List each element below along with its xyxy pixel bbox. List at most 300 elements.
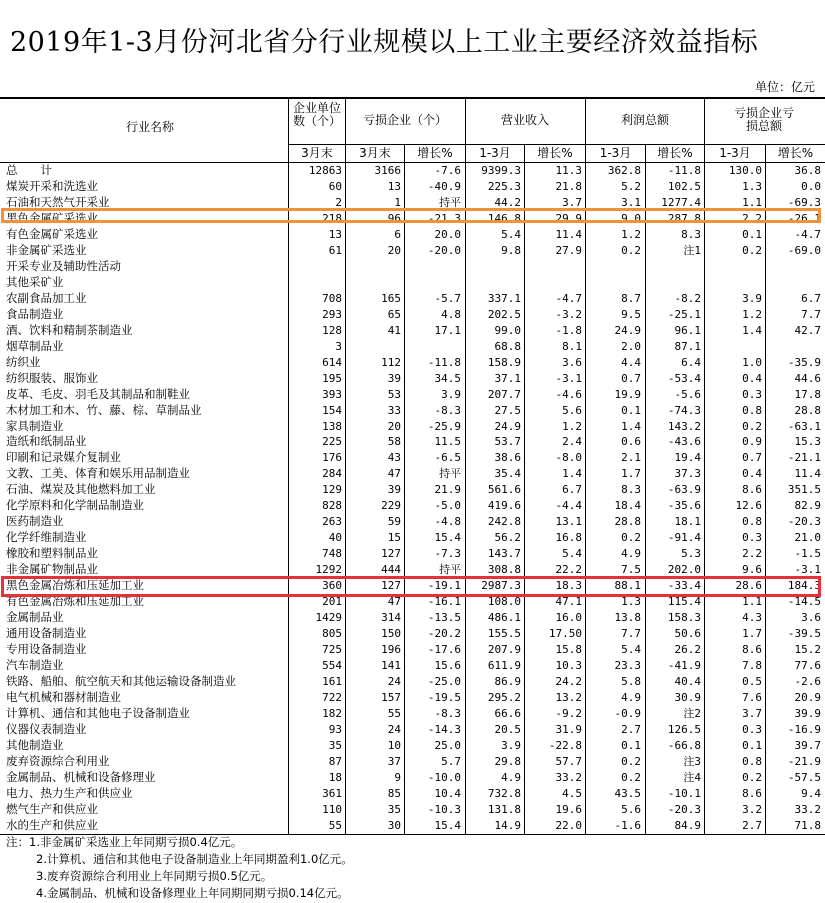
row-industry-name: 总 计 [6,163,52,177]
row-industry-name: 其他制造业 [6,737,64,752]
cell-value: 43 [387,451,401,465]
header-total-profit: 利润总额 [620,113,669,127]
cell-value: 19.4 [674,451,701,465]
cell-value: 284 [322,467,342,481]
cell-value: 35 [328,738,342,752]
cell-value: 88.1 [614,579,641,593]
cell-value [647,259,701,275]
cell-value: 18.3 [555,579,582,593]
cell-value: 6.7 [801,291,821,305]
row-industry-name: 电气机械和器材制造业 [6,689,121,704]
cell-value: 131.8 [487,802,521,816]
cell-value: 486.1 [487,611,521,625]
row-industry-name: 食品制造业 [6,306,64,321]
table-row [0,243,825,259]
cell-value: 0.2 [621,531,641,545]
cell-value: 1 [394,195,401,209]
cell-value: 1.3 [621,595,641,609]
cell-value: 0.7 [621,371,641,385]
cell-value: 66.6 [494,706,521,720]
cell-value: 141 [381,659,401,673]
cell-value: 708 [322,291,342,305]
row-industry-name: 燃气生产和供应业 [6,801,98,816]
cell-value: 84.9 [674,818,701,832]
cell-value: -14.5 [787,595,821,609]
row-industry-name: 黑色金属冶炼和压延加工业 [6,578,144,593]
cell-value: 53 [387,387,401,401]
cell-value: 130.0 [728,164,762,177]
cell-value: 154 [322,403,342,417]
cell-value: -8.0 [555,451,582,465]
cell-value: 22.0 [555,818,582,832]
table-row [0,530,825,546]
cell-value: 725 [322,643,342,657]
cell-value: 16.0 [555,611,582,625]
cell-value [347,275,401,291]
cell-value: 47 [387,595,401,609]
cell-value: 0.1 [742,738,762,752]
row-industry-name: 金属制品业 [6,610,64,625]
cell-value: 419.6 [487,499,521,513]
cell-value: 85 [387,786,401,800]
row-industry-name: 印刷和记录媒介复制业 [6,450,121,465]
cell-value: 3.9 [501,738,521,752]
cell-value: 1277.4 [661,195,701,209]
cell-value: 5.6 [621,802,641,816]
cell-value: 308.8 [487,563,521,577]
cell-value: 3.7 [562,195,582,209]
cell-value: 9.6 [742,563,762,577]
cell-value [406,259,461,275]
cell-value: 561.6 [487,483,521,497]
cell-value: 7.7 [621,627,641,641]
table-body [0,163,825,835]
cell-value: 30 [387,818,401,832]
table-row [0,802,825,818]
cell-value: 5.8 [621,675,641,688]
cell-value: -8.3 [434,403,461,417]
cell-value: 157 [381,690,401,704]
cell-value: 87.1 [674,339,701,353]
cell-value: -63.1 [787,419,821,433]
subheader: 3月末 [301,146,333,160]
cell-value: 28.8 [614,515,641,529]
cell-value: 0.2 [742,243,762,257]
cell-value: 注1 [683,243,701,257]
cell-value: 9.4 [801,786,821,800]
cell-value: 9.5 [621,307,641,321]
cell-value [767,275,821,291]
cell-value: 20 [387,419,401,433]
cell-value: 158.9 [487,355,521,369]
cell-value: 314 [381,611,401,625]
cell-value: -20.0 [427,243,461,257]
cell-value: 38.6 [494,451,521,465]
cell-value: 7.7 [801,307,821,321]
cell-value: -19.1 [427,579,461,593]
cell-value: 9 [394,770,401,784]
cell-value: -25.1 [667,307,701,321]
cell-value: 35.4 [494,467,521,481]
cell-value: -11.8 [667,164,701,177]
cell-value: -4.6 [555,387,582,401]
cell-value: 65 [387,307,401,321]
cell-value [467,259,521,275]
cell-value: 13.2 [555,690,582,704]
cell-value: 15.4 [434,818,461,832]
cell-value: -9.2 [555,706,582,720]
cell-value: 44.6 [794,371,821,385]
cell-value: 4.5 [562,786,582,800]
cell-value: -10.0 [427,770,461,784]
footnote: 3.废弃资源综合利用业上年同期亏损0.5亿元。 [36,869,273,883]
cell-value: 127 [381,547,401,561]
cell-value: -5.7 [434,291,461,305]
cell-value: 2.2 [742,547,762,561]
cell-value: -20.3 [667,802,701,816]
cell-value: 242.8 [487,515,521,529]
cell-value: 748 [322,547,342,561]
cell-value: -6.5 [434,451,461,465]
cell-value: 3.6 [562,355,582,369]
cell-value: 0.2 [621,770,641,784]
cell-value: -21.3 [427,211,461,225]
subheader: 增长% [417,146,453,160]
table-row [0,786,825,802]
cell-value: 218 [322,211,342,225]
cell-value: 362.8 [607,164,641,177]
cell-value: 1.4 [621,419,641,433]
cell-value: 40.4 [674,675,701,688]
cell-value: 126.5 [667,722,701,736]
cell-value: 注3 [683,754,701,768]
cell-value: 15.3 [794,435,821,449]
cell-value: -17.6 [427,643,461,657]
cell-value: 2.7 [621,722,641,736]
table-row [0,498,825,514]
cell-value: 25.0 [434,738,461,752]
row-industry-name: 非金属矿采选业 [6,242,87,257]
cell-value: -21.1 [787,451,821,465]
subheader: 3月末 [359,146,391,160]
cell-value: 161 [322,675,342,688]
cell-value: -8.3 [434,706,461,720]
cell-value: 195 [322,371,342,385]
cell-value: 注4 [683,770,701,784]
table-row [0,163,825,179]
cell-value: -16.1 [427,595,461,609]
cell-value: 11.4 [794,467,821,481]
cell-value: -0.9 [614,706,641,720]
cell-value: 1.4 [562,467,582,481]
cell-value: 96 [387,211,401,225]
cell-value [647,275,701,291]
row-industry-name: 家具制造业 [6,418,64,433]
cell-value: -7.3 [434,547,461,561]
cell-value: 8.6 [742,483,762,497]
footnote: 2.计算机、通信和其他电子设备制造业上年同期盈利1.0亿元。 [36,852,353,866]
cell-value: 182 [322,706,342,720]
cell-value: 40 [328,531,342,545]
cell-value: 1.7 [621,467,641,481]
cell-value: 28.8 [794,403,821,417]
cell-value: 4.9 [501,770,521,784]
row-industry-name: 农副食品加工业 [6,290,87,305]
subheader: 增长% [657,146,693,160]
table-row [0,179,825,195]
cell-value: -5.0 [434,499,461,513]
table-row [0,642,825,658]
cell-value: 29.9 [555,211,582,225]
table-row [0,722,825,738]
cell-value: 165 [381,291,401,305]
cell-value: 138 [322,419,342,433]
cell-value: 4.9 [621,690,641,704]
cell-value [290,259,342,275]
row-industry-name: 仪器仪表制造业 [6,721,87,736]
cell-value: 5.7 [441,754,461,768]
cell-value: 0.2 [742,770,762,784]
subheader: 增长% [777,146,814,160]
cell-value: 2.0 [621,339,641,353]
cell-value: 18.1 [674,515,701,529]
cell-value: 24.9 [614,323,641,337]
cell-value: 722 [322,690,342,704]
cell-value: -13.5 [427,611,461,625]
cell-value: 24.9 [494,419,521,433]
row-industry-name: 造纸和纸制品业 [6,434,87,449]
cell-value: 1.2 [621,227,641,241]
table-row [0,754,825,770]
cell-value: 20.9 [794,690,821,704]
cell-value [347,339,401,355]
cell-value: 184.3 [787,579,821,593]
cell-value: 393 [322,387,342,401]
cell-value: 8.6 [742,786,762,800]
row-industry-name: 皮革、毛皮、羽毛及其制品和制鞋业 [6,386,190,401]
cell-value: 13.1 [555,515,582,529]
row-industry-name: 橡胶和塑料制品业 [6,546,98,561]
cell-value: 24 [387,722,401,736]
cell-value: 1.1 [742,595,762,609]
cell-value: 143.7 [487,547,521,561]
cell-value: 86.9 [494,675,521,688]
row-industry-name: 烟草制品业 [6,338,64,353]
cell-value: 5.4 [501,227,521,241]
cell-value: 15.8 [555,643,582,657]
cell-value: 17.50 [548,627,582,641]
cell-value: -11.8 [427,355,461,369]
cell-value: 57.7 [555,754,582,768]
header-loss-enterprises: 亏损企业（个） [362,113,447,127]
cell-value: 12863 [308,164,342,177]
cell-value: -35.9 [787,355,821,369]
cell-value: 0.1 [742,227,762,241]
cell-value: 20.0 [434,227,461,241]
highlight-box-orange [1,208,821,223]
highlight-box-red [1,576,821,597]
cell-value: 53.7 [494,435,521,449]
row-industry-name: 石油、煤炭及其他燃料加工业 [6,482,156,497]
table-row [0,706,825,722]
cell-value: 0.1 [621,738,641,752]
cell-value: 207.7 [487,387,521,401]
cell-value: -69.3 [787,195,821,209]
cell-value: 26.2 [674,643,701,657]
cell-value: 19.6 [555,802,582,816]
cell-value: 1.1 [742,195,762,209]
table-row [0,307,825,323]
cell-value: 143.2 [667,419,701,433]
cell-value: 24 [387,675,401,688]
cell-value: 2.7 [742,818,762,832]
cell-value: 96.1 [674,323,701,337]
cell-value: -4.7 [794,227,821,241]
cell-value: -4.7 [555,291,582,305]
row-industry-name: 废弃资源综合利用业 [6,753,110,768]
cell-value: 8.6 [742,643,762,657]
cell-value: 15.2 [794,643,821,657]
row-industry-name: 金属制品、机械和设备修理业 [6,769,156,784]
cell-value: 99.0 [494,323,521,337]
row-industry-name: 水的生产和供应业 [6,817,98,832]
cell-value: 13.8 [614,611,641,625]
row-industry-name: 有色金属矿采选业 [6,226,98,241]
cell-value [406,275,461,291]
cell-value: -26.1 [787,211,821,225]
cell-value: 129 [322,483,342,497]
cell-value: 13 [387,179,401,193]
cell-value: -1.6 [614,818,641,832]
cell-value: -10.1 [667,786,701,800]
cell-value: 60 [328,179,342,193]
row-industry-name: 化学纤维制造业 [6,530,87,545]
cell-value: 23.3 [614,659,641,673]
table-row [0,626,825,642]
cell-value: 56.2 [494,531,521,545]
cell-value: 3.9 [742,291,762,305]
cell-value: 1.0 [742,355,762,369]
cell-value: 43.5 [614,786,641,800]
cell-value: 155.5 [487,627,521,641]
row-industry-name: 计算机、通信和其他电子设备制造业 [6,705,190,720]
cell-value: 20.5 [494,722,521,736]
cell-value: 3166 [374,164,401,177]
header-loss-amount: 亏损企业亏损总额 [733,106,794,133]
cell-value: 361 [322,786,342,800]
subheader: 1-3月 [479,146,511,160]
cell-value: 287.8 [667,211,701,225]
row-industry-name: 木材加工和木、竹、藤、棕、草制品业 [6,402,202,417]
cell-value: 12.6 [735,499,762,513]
cell-value [587,259,641,275]
table-row [0,450,825,466]
row-industry-name: 有色金属冶炼和压延加工业 [6,594,144,609]
cell-value: 146.8 [487,211,521,225]
cell-value: 6.7 [562,483,582,497]
cell-value: -20.3 [787,515,821,529]
cell-value: 110 [322,802,342,816]
cell-value: 22.2 [555,563,582,577]
cell-value: 150 [381,627,401,641]
cell-value: 10.3 [555,659,582,673]
cell-value: 3.1 [621,195,641,209]
cell-value: 16.8 [555,531,582,545]
cell-value: -35.6 [667,499,701,513]
cell-value: 0.9 [742,435,762,449]
table-row [0,658,825,674]
cell-value: 68.8 [494,339,521,353]
cell-value: -69.0 [787,243,821,257]
cell-value: 35 [387,802,401,816]
cell-value: -57.5 [787,770,821,784]
cell-value: 360 [322,579,342,593]
cell-value: 1.3 [742,179,762,193]
cell-value: -4.8 [434,515,461,529]
cell-value: 3.6 [801,611,821,625]
cell-value: -74.3 [667,403,701,417]
cell-value: 3 [335,339,342,353]
table-row [0,323,825,339]
row-industry-name: 专用设备制造业 [6,642,87,657]
cell-value: 7.6 [742,690,762,704]
cell-value: 0.1 [621,403,641,417]
subheader: 1-3月 [719,146,751,160]
cell-value: 0.3 [742,531,762,545]
cell-value: 1292 [315,563,342,577]
row-industry-name: 非金属矿物制品业 [6,562,98,577]
cell-value: 21.8 [555,179,582,193]
cell-value: 10 [387,738,401,752]
table-header [0,97,825,163]
cell-value: 47 [387,467,401,481]
cell-value: 295.2 [487,690,521,704]
cell-value: 2987.3 [481,579,521,593]
cell-value: 注2 [683,706,701,720]
cell-value: 176 [322,451,342,465]
table-row [0,403,825,419]
cell-value: 14.9 [494,818,521,832]
cell-value: 3.9 [441,387,461,401]
cell-value: 50.6 [674,627,701,641]
cell-value: 21.9 [434,483,461,497]
cell-value: 1.4 [742,323,762,337]
row-industry-name: 通用设备制造业 [6,626,87,641]
header-enterprise-count: 企业单位数（个） [292,101,341,128]
cell-value: 持平 [439,563,461,577]
table-row [0,514,825,530]
cell-value: 33.2 [555,770,582,784]
cell-value: 27.5 [494,403,521,417]
cell-value: 1429 [315,611,342,625]
cell-value: 11.5 [434,435,461,449]
cell-value: 5.4 [562,547,582,561]
cell-value: 4.3 [742,611,762,625]
cell-value: 87 [328,754,342,768]
cell-value: 2.4 [562,435,582,449]
cell-value: 225 [322,435,342,449]
unit-label: 单位：亿元 [754,80,815,94]
row-industry-name: 黑色金属矿采选业 [6,210,98,225]
cell-value: 39 [387,483,401,497]
cell-value: 108.0 [487,595,521,609]
cell-value: -25.9 [427,419,461,433]
cell-value: 6 [394,227,401,241]
table-row [0,818,825,834]
cell-value: -66.8 [667,738,701,752]
cell-value: 30.9 [674,690,701,704]
cell-value: 0.8 [742,515,762,529]
